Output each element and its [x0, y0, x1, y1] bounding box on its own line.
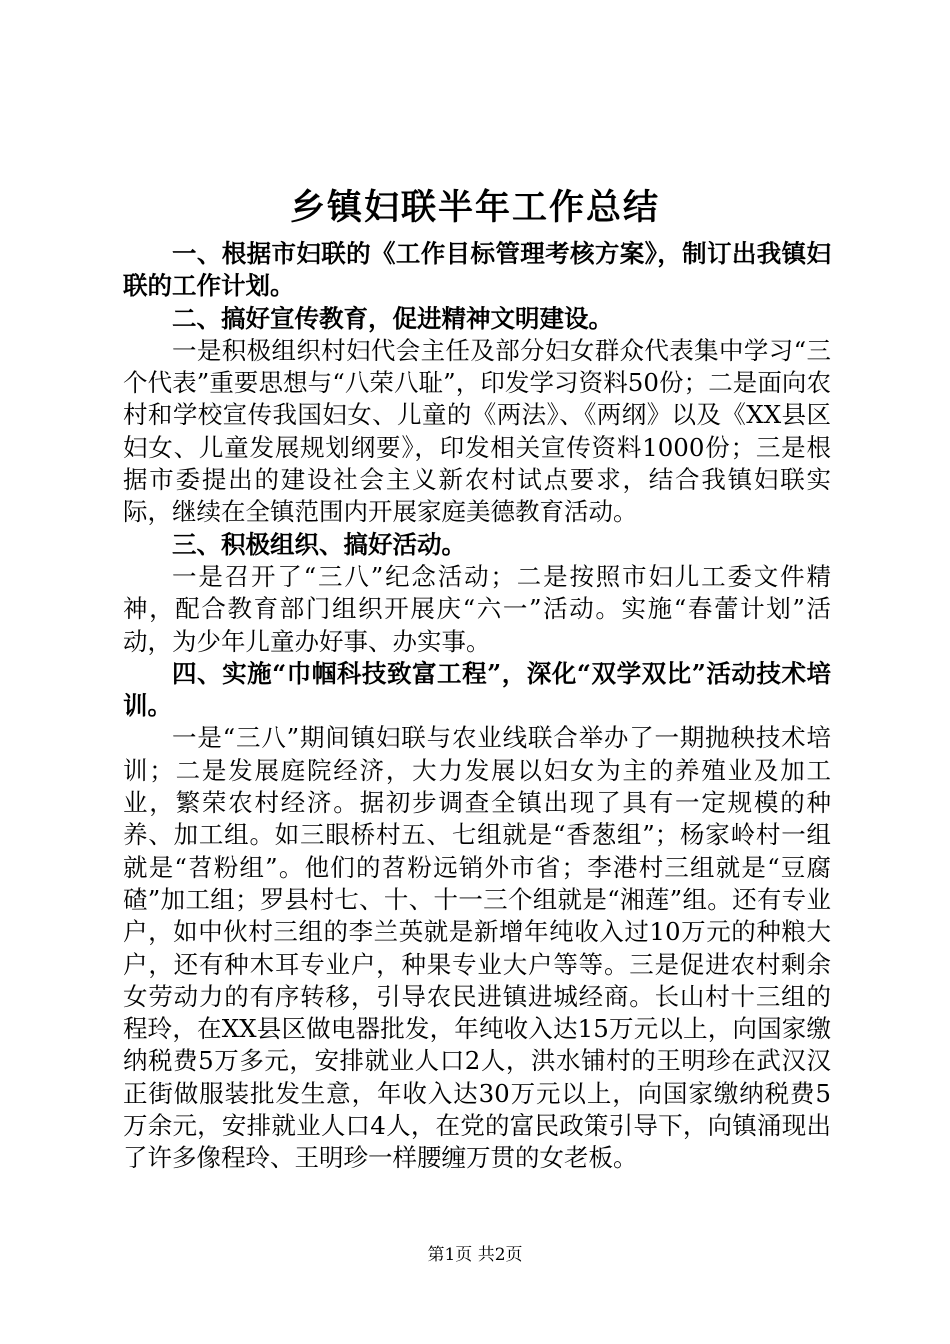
- section-heading-3: 三、积极组织、搞好活动。: [172, 529, 466, 559]
- section-body-4: 一是“三八”期间镇妇联与农业线联合举办了一期抛秧技术培训；二是发展庭院经济，大力发展以妇女为主的养殖业及加工业，繁荣农村经济。据初步调查全镇出现了具有一定规模的种养、加工组。如三眼桥村五、七组就是“香葱组”；杨家岭村一组就是“苕粉组”。他们的苕粉远销外市省；李港村三组就是“豆腐碴”加工组；罗县村七、十、十一三个组就是“湘莲”组。还有专业户，如中伙村三组的李兰英就是新增年纯收入过10万元的种粮大户，还有种木耳专业户，种果专业大户等等。三是促进农村剩余女劳动力的有序转移，引导农民进镇进城经商。长山村十三组的程玲，在XX县区做电器批发，年纯收入达15万元以上，向国家缴纳税费5万多元，安排就业人口2人，洪水铺村的王明珍在武汉汉正街做服装批发生意，年收入达30万元以上，向国家缴纳税费5万余元，安排就业人口4人，在党的富民政策引导下，向镇涌现出了许多像程玲、王明珍一样腰缠万贯的女老板。: [123, 723, 831, 1173]
- page-footer: 第1页 共2页: [427, 1245, 523, 1265]
- section-body-3: 一是召开了“三八”纪念活动；二是按照市妇儿工委文件精神，配合教育部门组织开展庆“六一”活动。实施“春蕾计划”活动，为少年儿童办好事、办实事。: [123, 561, 831, 656]
- section-heading-4: 四、实施“巾帼科技致富工程”，深化“双学双比”活动技术培训。: [123, 658, 831, 721]
- section-heading-1: 一、根据市妇联的《工作目标管理考核方案》，制订出我镇妇联的工作计划。: [123, 239, 831, 301]
- document-title: 乡镇妇联半年工作总结: [289, 187, 660, 228]
- section-heading-2: 二、搞好宣传教育，促进精神文明建设。: [172, 303, 613, 333]
- document-body: [123, 238, 831, 1175]
- section-body-2: 一是积极组织村妇代会主任及部分妇女群众代表集中学习“三个代表”重要思想与“八荣八耻”，印发学习资料50份；二是面向农村和学校宣传我国妇女、儿童的《两法》、《两纲》以及《XX县区妇女、儿童发展规划纲要》，印发相关宣传资料1000份；三是根据市委提出的建设社会主义新农村试点要求，结合我镇妇联实际，继续在全镇范围内开展家庭美德教育活动。: [123, 335, 831, 527]
